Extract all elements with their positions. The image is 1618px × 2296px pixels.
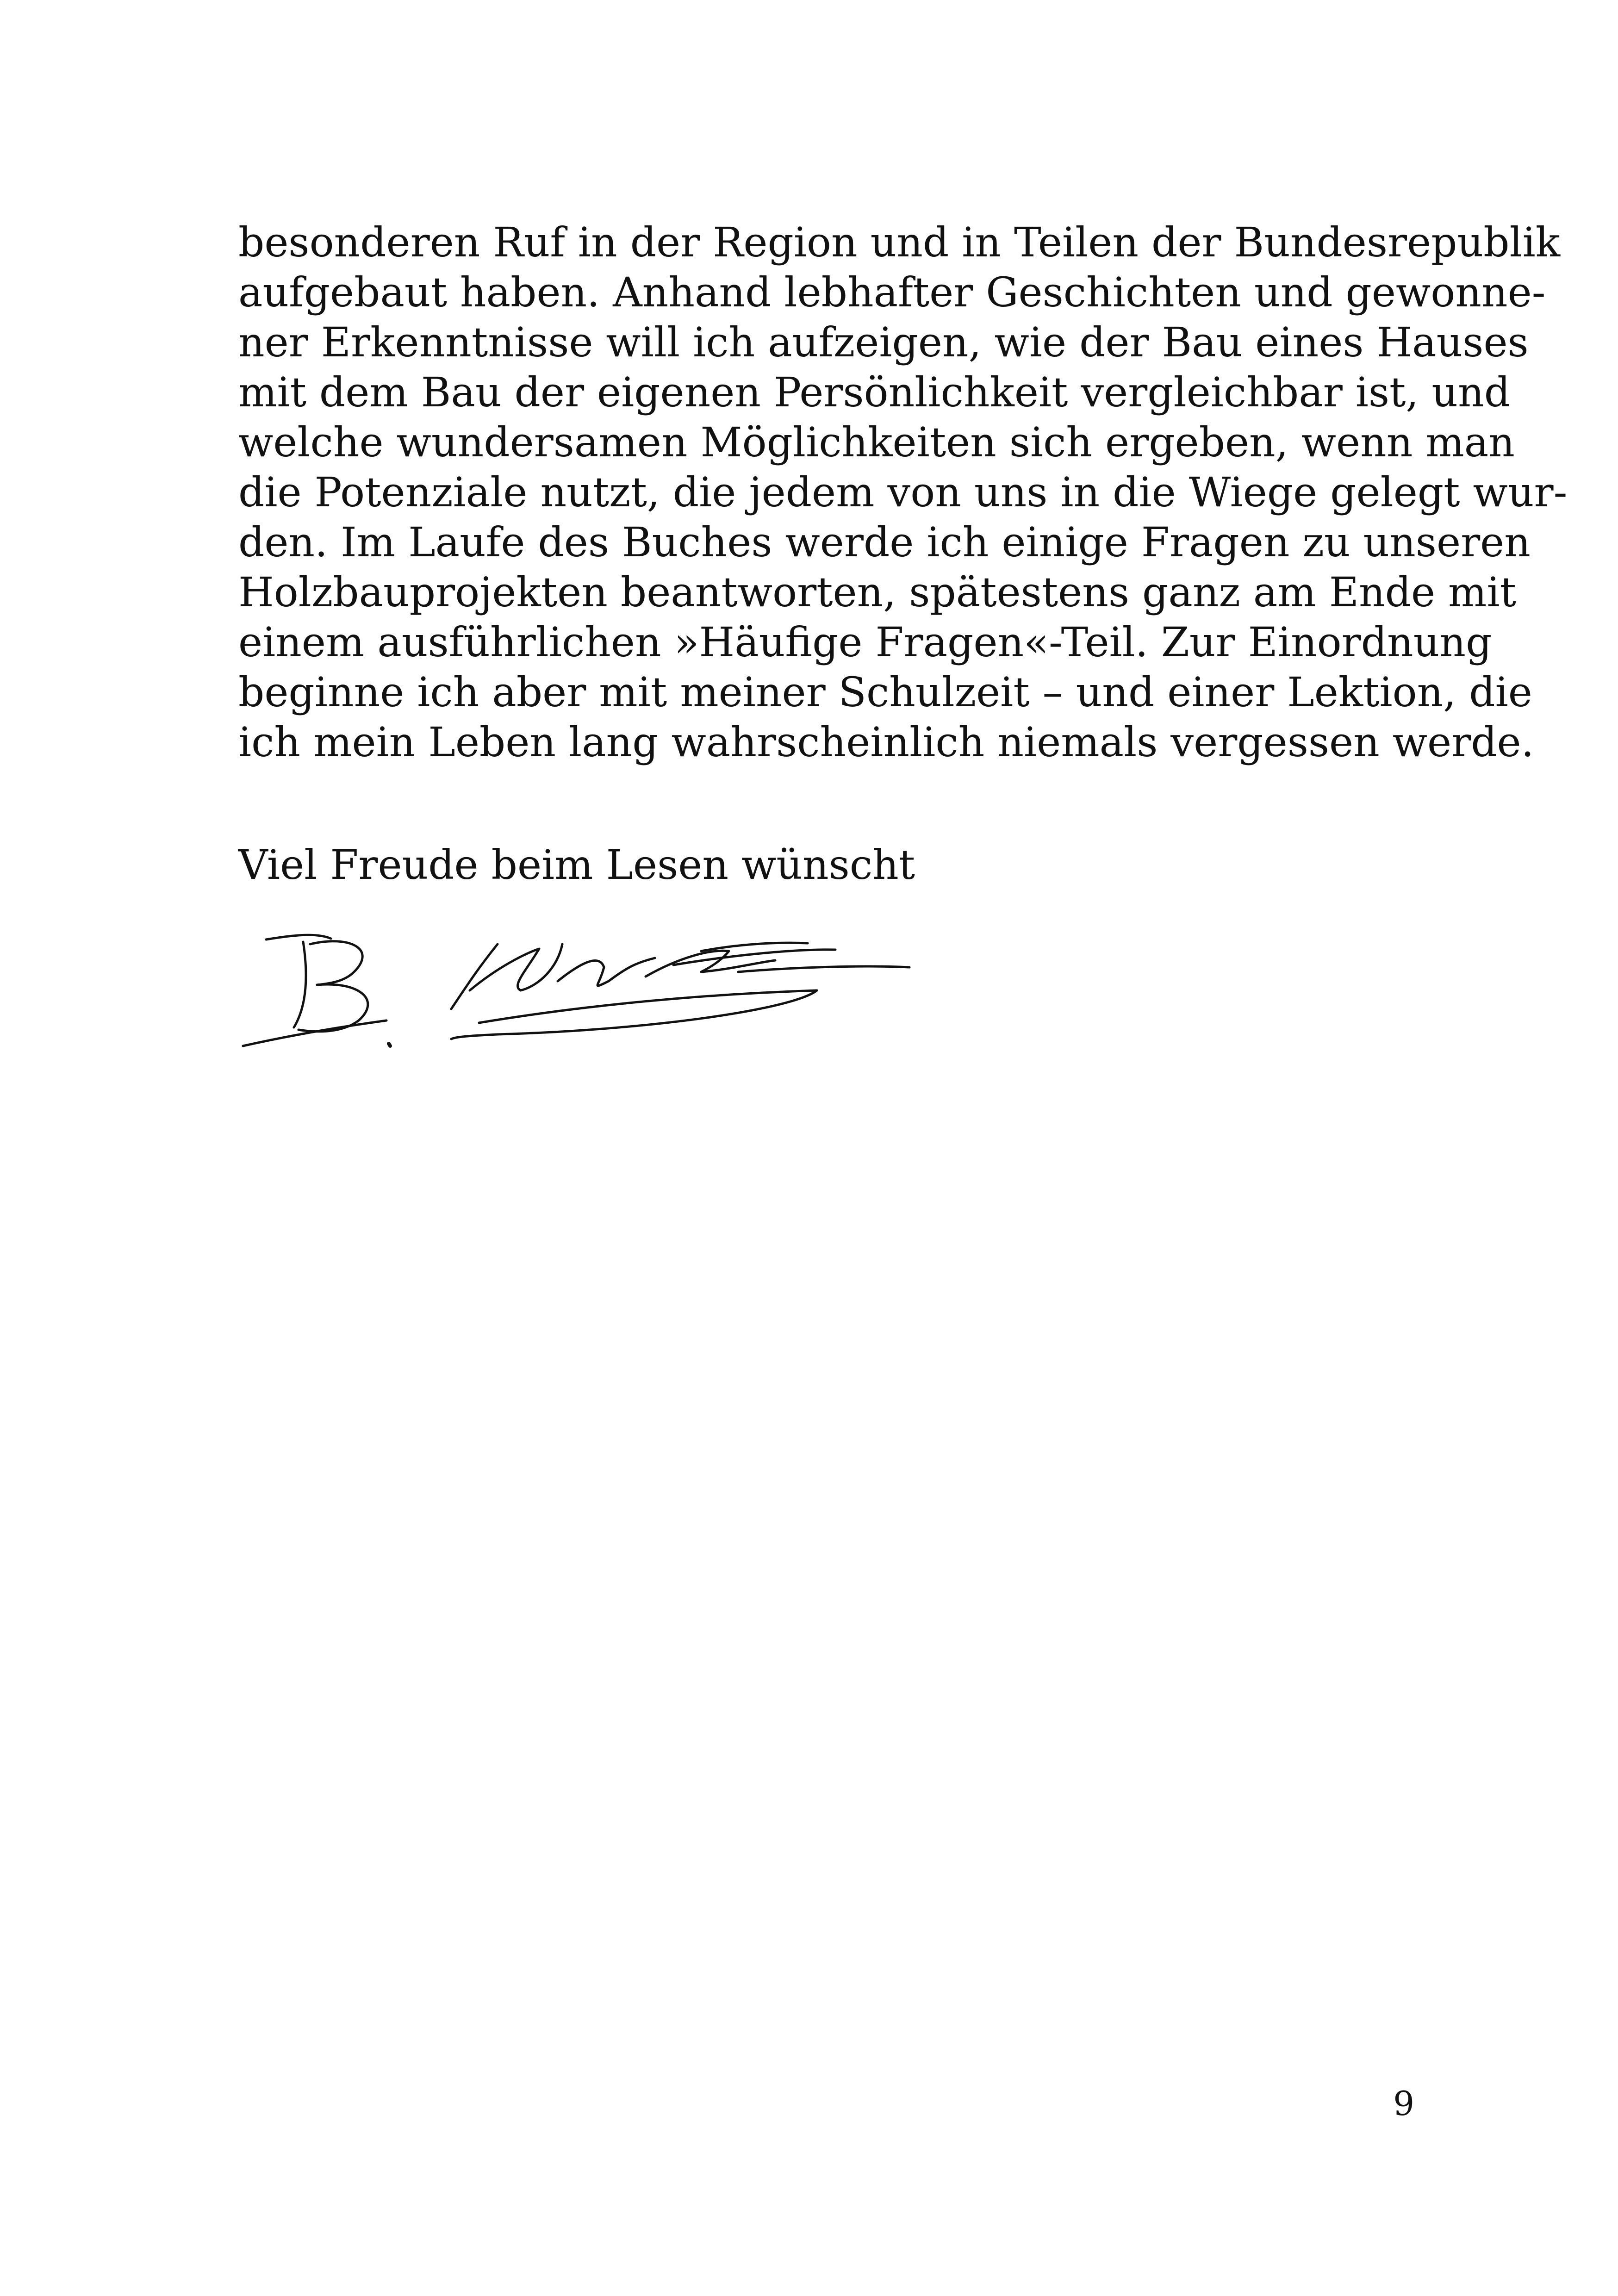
paragraph-line: Holzbauprojekten beantworten, spätestens ganz am Ende mit — [238, 568, 1516, 616]
signature-icon — [238, 916, 933, 1064]
paragraph-line: mit dem Bau der eigenen Persönlichkeit vergleichbar ist, und — [238, 368, 1511, 416]
paragraph-line: aufgebaut haben. Anhand lebhafter Geschichten und gewonne- — [238, 268, 1546, 316]
paragraph-line: einem ausführlichen »Häufige Fragen«-Teil. Zur Einordnung — [238, 618, 1492, 666]
paragraph-line: welche wundersamen Möglichkeiten sich ergeben, wenn man — [238, 418, 1515, 466]
closing-line: Viel Freude beim Lesen wünscht — [238, 841, 915, 889]
page-number: 9 — [1393, 2084, 1414, 2123]
paragraph-line: ner Erkenntnisse will ich aufzeigen, wie der Bau eines Hauses — [238, 318, 1529, 366]
paragraph-line: ich mein Leben lang wahrscheinlich niemals vergessen werde. — [238, 718, 1534, 766]
paragraph-line: die Potenziale nutzt, die jedem von uns in die Wiege gelegt wur- — [238, 468, 1568, 516]
paragraph-line: den. Im Laufe des Buches werde ich einige Fragen zu unseren — [238, 518, 1531, 566]
body-paragraph — [238, 218, 1568, 767]
paragraph-line: beginne ich aber mit meiner Schulzeit – und einer Lektion, die — [238, 668, 1532, 716]
paragraph-line: besonderen Ruf in der Region und in Teilen der Bundesrepublik — [238, 218, 1561, 266]
